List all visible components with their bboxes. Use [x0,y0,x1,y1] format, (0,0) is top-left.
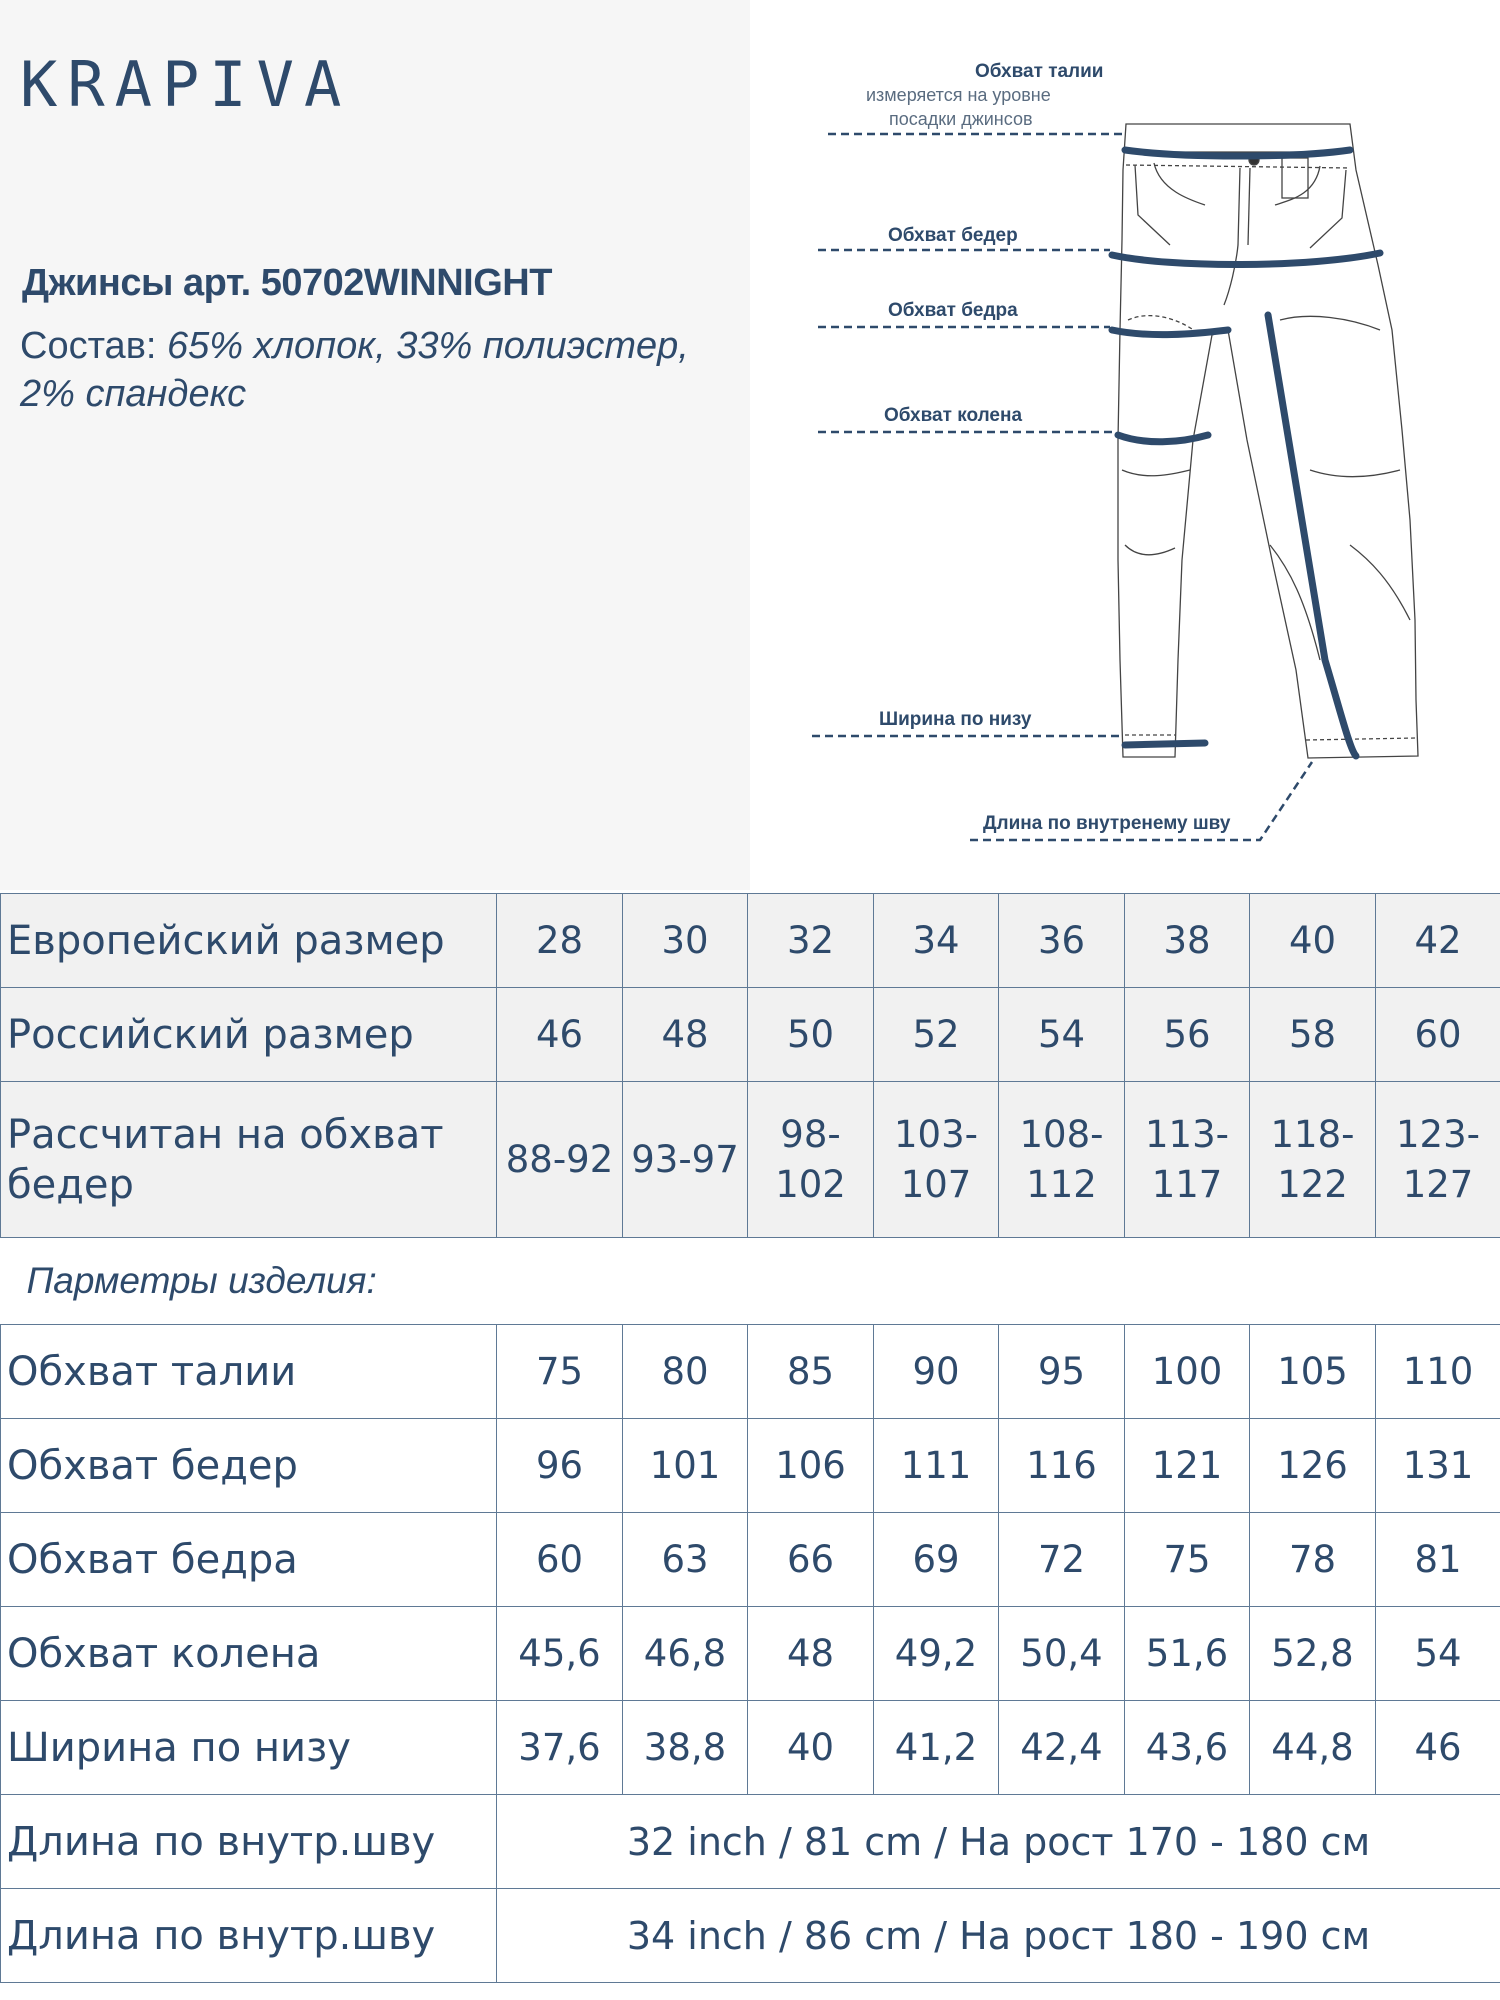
diagram-label-hips: Обхват бедер [888,225,1018,246]
diagram-label-hem: Ширина по низу [879,709,1032,730]
diagram-label-inseam: Длина по внутренему шву [983,813,1231,834]
diagram-label-thigh: Обхват бедра [888,300,1018,321]
cell: 40 [1250,894,1376,988]
row-label: Российский размер [1,988,497,1082]
cell: 98-102 [748,1082,874,1238]
diagram-label-waist-sub2: посадки джинсов [889,109,1033,129]
cell: 126 [1250,1419,1376,1513]
row-thigh [1,1513,1500,1607]
cell: 105 [1250,1325,1376,1419]
cell: 50,4 [999,1607,1125,1701]
row-label: Обхват бедер [1,1419,497,1513]
cell: 101 [623,1419,748,1513]
cell: 40 [748,1701,874,1795]
cell: 42 [1376,894,1500,988]
row-label: Обхват колена [1,1607,497,1701]
cell: 56 [1125,988,1250,1082]
cell: 85 [748,1325,874,1419]
cell: 37,6 [497,1701,623,1795]
cell: 93-97 [623,1082,748,1238]
cell: 75 [1125,1513,1250,1607]
cell: 118-122 [1250,1082,1376,1238]
cell: 54 [999,988,1125,1082]
cell: 96 [497,1419,623,1513]
cell: 28 [497,894,623,988]
size-table [0,893,1500,1983]
row-eu-size [1,894,1500,988]
row-inseam-2 [1,1889,1500,1983]
row-label: Обхват бедра [1,1513,497,1607]
cell: 131 [1376,1419,1500,1513]
cell: 52,8 [1250,1607,1376,1701]
cell: 88-92 [497,1082,623,1238]
cell: 80 [623,1325,748,1419]
cell: 121 [1125,1419,1250,1513]
cell: 100 [1125,1325,1250,1419]
diagram-label-waist-sub1: измеряется на уровне [866,85,1051,105]
jeans-diagram [750,0,1500,890]
row-label: Рассчитан на обхват бедер [1,1082,497,1238]
row-waist [1,1325,1500,1419]
composition [20,322,740,418]
cell: 58 [1250,988,1376,1082]
row-label: Обхват талии [1,1325,497,1419]
cell: 45,6 [497,1607,623,1701]
cell: 48 [748,1607,874,1701]
row-label: Длина по внутр.шву [1,1795,497,1889]
diagram-label-knee: Обхват колена [884,405,1023,426]
cell: 95 [999,1325,1125,1419]
row-inseam-1 [1,1795,1500,1889]
cell: 44,8 [1250,1701,1376,1795]
cell: 46,8 [623,1607,748,1701]
cell: 34 [874,894,999,988]
cell: 60 [1376,988,1500,1082]
cell: 103-107 [874,1082,999,1238]
leader-lines [812,134,1312,840]
row-hips [1,1419,1500,1513]
section-label: Парметры изделия: [1,1238,1500,1325]
composition-value: 65% хлопок, 33% полиэстер, 2% спандекс [20,325,689,415]
cell: 50 [748,988,874,1082]
cell: 36 [999,894,1125,988]
cell: 69 [874,1513,999,1607]
cell: 48 [623,988,748,1082]
row-knee [1,1607,1500,1701]
cell: 72 [999,1513,1125,1607]
cell: 38,8 [623,1701,748,1795]
cell: 106 [748,1419,874,1513]
cell: 78 [1250,1513,1376,1607]
brand-logo: KRAPIVA [20,48,352,121]
row-label: Длина по внутр.шву [1,1889,497,1983]
cell: 90 [874,1325,999,1419]
cell: 116 [999,1419,1125,1513]
cell: 43,6 [1125,1701,1250,1795]
cell-span: 32 inch / 81 cm / На рост 170 - 180 см [497,1795,1500,1889]
diagram-label-waist: Обхват талии [975,61,1104,82]
cell: 49,2 [874,1607,999,1701]
info-panel [0,0,750,890]
cell: 51,6 [1125,1607,1250,1701]
cell: 41,2 [874,1701,999,1795]
composition-label: Состав: [20,325,167,367]
row-label: Европейский размер [1,894,497,988]
cell: 108-112 [999,1082,1125,1238]
measure-lines [1112,150,1380,756]
cell: 30 [623,894,748,988]
cell: 110 [1376,1325,1500,1419]
cell: 66 [748,1513,874,1607]
product-title: Джинсы арт. 50702WINNIGHT [22,262,552,304]
cell: 46 [497,988,623,1082]
row-ru-size [1,988,1500,1082]
cell-span: 34 inch / 86 cm / На рост 180 - 190 см [497,1889,1500,1983]
cell: 60 [497,1513,623,1607]
cell: 81 [1376,1513,1500,1607]
cell: 111 [874,1419,999,1513]
cell: 46 [1376,1701,1500,1795]
cell: 54 [1376,1607,1500,1701]
cell: 123-127 [1376,1082,1500,1238]
cell: 75 [497,1325,623,1419]
cell: 42,4 [999,1701,1125,1795]
row-section-label [1,1238,1500,1325]
row-hip-fit [1,1082,1500,1238]
cell: 113-117 [1125,1082,1250,1238]
cell: 32 [748,894,874,988]
row-label: Ширина по низу [1,1701,497,1795]
row-hem [1,1701,1500,1795]
cell: 38 [1125,894,1250,988]
cell: 52 [874,988,999,1082]
cell: 63 [623,1513,748,1607]
